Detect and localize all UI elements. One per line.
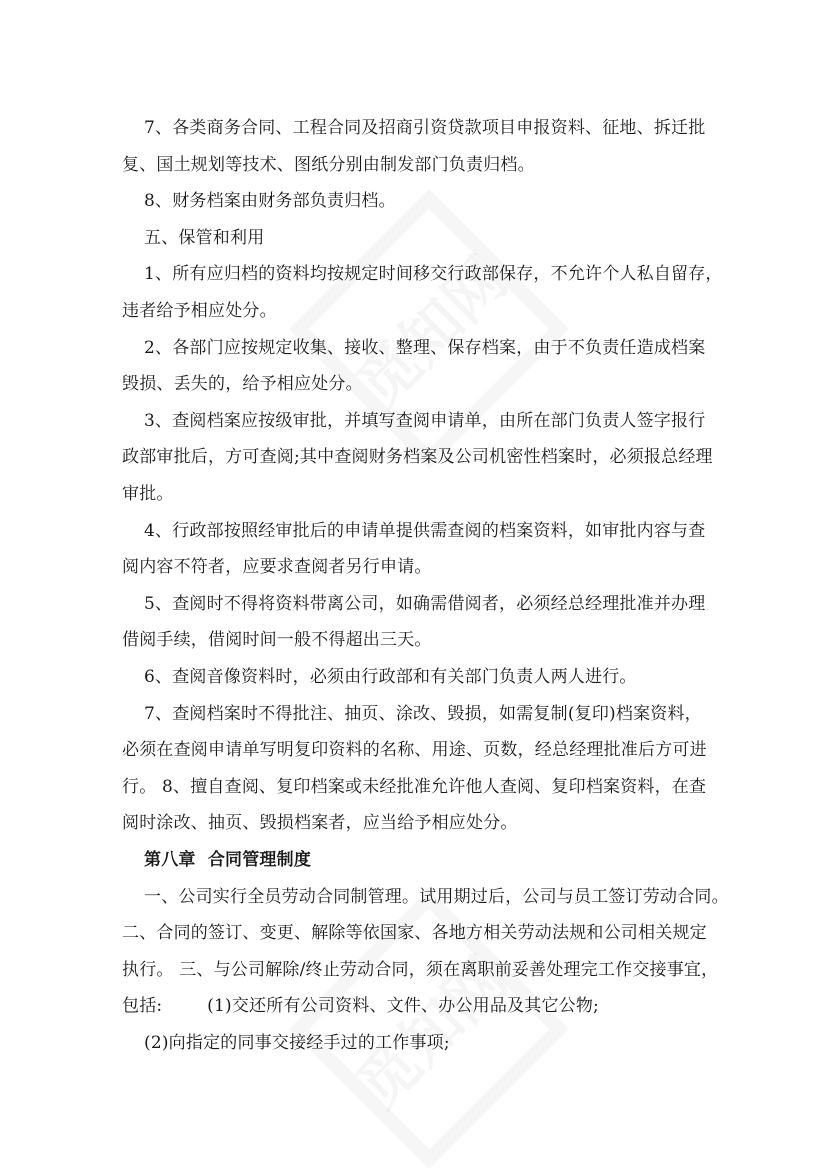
text-line: 一、公司实行全员劳动合同制管理。试用期过后，公司与员工签订劳动合同。 <box>144 886 729 907</box>
text-line: 6、查阅音像资料时，必须由行政部和有关部门负责人两人进行。 <box>144 667 637 687</box>
text-line: 政部审批后，方可查阅;其中查阅财务档案及公司机密性档案时，必须报总经理 <box>122 447 713 468</box>
text-line: 违者给予相应处分。 <box>122 301 277 321</box>
text-line: 4、行政部按照经审批后的申请单提供需查阅的档案资料，如审批内容与查 <box>144 520 706 541</box>
text-line: 8、财务档案由财务部负责归档。 <box>144 191 396 212</box>
text-line: 复、国土规划等技术、图纸分别由制发部门负责归档。 <box>122 154 535 175</box>
text-line: 3、查阅档案应按级审批，并填写查阅申请单，由所在部门负责人签字报行 <box>144 410 706 431</box>
text-line: 二、合同的签订、变更、解除等依国家、各地方相关劳动法规和公司相关规定 <box>122 923 707 944</box>
text-line: 毁损、丢失的，给予相应处分。 <box>122 374 363 395</box>
text-line: 7、查阅档案时不得批注、抽页、涂改、毁损，如需复制(复印)档案资料， <box>144 703 702 724</box>
text-line: 1、所有应归档的资料均按规定时间移交行政部保存，不允许个人私自留存， <box>144 264 723 285</box>
text-line: (2)向指定的同事交接经手过的工作事项; <box>144 1033 450 1053</box>
text-line: 阅时涂改、抽页、毁损档案者，应当给予相应处分。 <box>122 813 518 834</box>
text-line: 审批。 <box>122 484 174 504</box>
text-line: 五、保管和利用 <box>144 227 265 248</box>
text-line: 行。 8、擅自查阅、复印档案或未经批准允许他人查阅、复印档案资料，在查 <box>122 776 707 797</box>
text-line: 阅内容不符者，应要求查阅者另行申请。 <box>122 557 432 578</box>
text-line: 2、各部门应按规定收集、接收、整理、保存档案，由于不负责任造成档案 <box>144 337 706 358</box>
text-line: 5、查阅时不得将资料带离公司，如确需借阅者，必须经总经理批准并办理 <box>144 593 706 614</box>
text-line: 7、各类商务合同、工程合同及招商引资贷款项目申报资料、征地、拆迁批 <box>144 118 706 138</box>
chapter-heading: 第八章 合同管理制度 <box>144 850 312 870</box>
text-line: 借阅手续，借阅时间一般不得超出三天。 <box>122 630 432 651</box>
text-line: 必须在查阅申请单写明复印资料的名称、用途、页数，经总经理批准后方可进 <box>122 740 707 761</box>
text-line: 执行。 三、与公司解除/终止劳动合同，须在离职前妥善处理完工作交接事宜， <box>122 959 719 980</box>
text-line: 包括: (1)交还所有公司资料、文件、办公用品及其它公物; <box>122 996 599 1017</box>
